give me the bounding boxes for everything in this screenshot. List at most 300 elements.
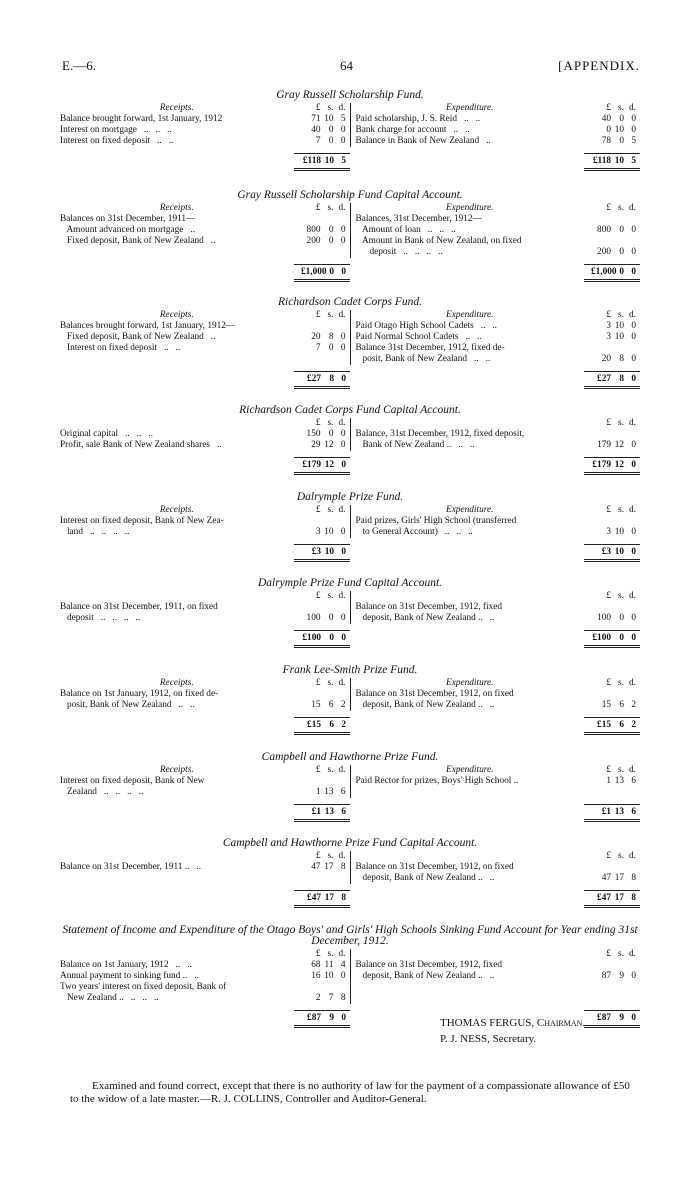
amount-s: 10 <box>324 114 334 124</box>
amount-p: 1 <box>606 776 611 786</box>
receipts-heading: Receipts. <box>159 765 194 775</box>
receipts-total <box>60 371 350 389</box>
ledger-description: Bank charge for account .. .. <box>355 125 470 135</box>
ledger-description: Amount advanced on mortgage .. <box>60 225 196 235</box>
amount-s: 10 <box>614 321 624 331</box>
amount <box>294 505 350 516</box>
amount-s: 10 <box>614 527 624 537</box>
amount-p: £ <box>606 765 611 775</box>
amount <box>584 264 640 282</box>
amount-p: £118 <box>302 156 321 166</box>
section-title: Gray Russell Scholarship Fund. <box>276 89 424 101</box>
amount <box>584 689 640 700</box>
amount-d: 0 <box>340 225 346 235</box>
expenditure-column <box>350 765 641 798</box>
amount-s: 0 <box>328 429 334 439</box>
amount-p: £179 <box>302 460 321 470</box>
ledger-description: posit, Bank of New Zealand .. .. <box>355 354 491 364</box>
expenditure-column <box>350 505 641 538</box>
expenditure-total <box>350 264 640 282</box>
amount <box>294 114 350 125</box>
amount-d: 0 <box>341 267 346 277</box>
expenditure-column <box>350 678 641 711</box>
amount <box>584 203 640 214</box>
account-section <box>60 838 640 908</box>
amount-d: 0 <box>340 136 346 146</box>
amount-s: 0 <box>619 613 624 623</box>
amount-s: s. <box>327 591 334 601</box>
amount-d: 0 <box>341 1013 346 1023</box>
ledger-row <box>351 776 641 787</box>
amount-d: 0 <box>341 633 346 643</box>
receipts-total <box>60 804 350 822</box>
amount <box>584 429 640 440</box>
ledger-row <box>351 343 641 354</box>
ledger-row <box>60 516 350 527</box>
amount <box>584 418 640 429</box>
ledger-row <box>351 214 641 225</box>
amount <box>294 982 350 993</box>
amount-d: d. <box>629 203 636 213</box>
ledger-description: Paid prizes, Girls' High School (transferred <box>355 516 517 526</box>
amount <box>584 776 640 787</box>
amount-d: 0 <box>631 1013 636 1023</box>
expenditure-column <box>350 949 641 1004</box>
ledger-row <box>351 225 641 236</box>
receipts-total <box>60 890 350 908</box>
amount-p: £100 <box>302 633 321 643</box>
amount <box>294 613 350 624</box>
amount-p: £47 <box>597 893 611 903</box>
amount-s: 8 <box>328 332 334 342</box>
amount-d: 0 <box>340 971 346 981</box>
appendix-label: [APPENDIX. <box>558 58 640 73</box>
receipts-column <box>60 203 350 258</box>
account-section <box>60 405 640 475</box>
receipts-heading: Receipts. <box>159 203 194 213</box>
amount-d: 8 <box>631 873 636 883</box>
amount-s: s. <box>618 103 624 113</box>
amount-s: s. <box>618 310 624 320</box>
amount <box>294 214 350 225</box>
amount-d: 0 <box>340 236 346 246</box>
amount-p: 20 <box>311 332 321 342</box>
receipts-column <box>60 505 350 538</box>
ledger-description: deposit .. .. .. .. <box>60 613 141 623</box>
ledger-description: Balance on 31st December, 1911 .. .. <box>60 862 202 872</box>
amount-d: 6 <box>631 776 636 786</box>
amount <box>584 717 640 735</box>
amount <box>294 516 350 527</box>
expenditure-total <box>350 457 640 475</box>
ledger-row <box>60 321 350 332</box>
amount-s: 17 <box>614 893 624 903</box>
amount-d: 0 <box>631 460 636 470</box>
amount-p: £1,000 <box>591 267 617 277</box>
amount <box>294 804 350 822</box>
amount <box>294 890 350 908</box>
amount-d: 2 <box>341 720 346 730</box>
amount-s: 13 <box>614 776 624 786</box>
ledger-description: Balance on 31st December, 1912, fixed <box>355 960 503 970</box>
ledger-description: deposit, Bank of New Zealand .. .. <box>355 971 495 981</box>
amount-p: £ <box>606 591 611 601</box>
amount-d: 0 <box>631 613 636 623</box>
amount <box>584 354 640 365</box>
ledger-row <box>351 125 641 136</box>
amount-p: £179 <box>592 460 611 470</box>
amount-s: s. <box>618 851 624 861</box>
amount <box>294 418 350 429</box>
ledger-description: Annual payment to sinking fund .. .. <box>60 971 199 981</box>
ledger-description: Interest on fixed deposit, Bank of New Zea- <box>60 516 224 526</box>
amount <box>294 332 350 343</box>
amount <box>294 776 350 787</box>
ledger-description: Balances, 31st December, 1912— <box>355 214 482 224</box>
amount-d: 5 <box>340 114 346 124</box>
account-section <box>60 925 640 1028</box>
amount-p: £ <box>606 949 611 959</box>
amount-p: £ <box>606 505 611 515</box>
ledger-row <box>351 440 641 451</box>
amount <box>294 787 350 798</box>
expenditure-heading: Expenditure. <box>446 103 494 113</box>
ledger-description: Interest on fixed deposit .. .. <box>60 136 174 146</box>
amount <box>584 873 640 884</box>
amount-s: 13 <box>614 807 624 817</box>
amount-s: 8 <box>619 354 624 364</box>
ledger-row <box>60 225 350 236</box>
ledger-description: deposit, Bank of New Zealand .. .. <box>355 613 495 623</box>
ledger-description: deposit .. .. .. .. <box>355 247 443 257</box>
ledger-row <box>351 236 641 247</box>
ledger-description: Fixed deposit, Bank of New Zealand .. <box>60 236 216 246</box>
amount-d: d. <box>338 418 346 428</box>
amount-p: £ <box>606 203 611 213</box>
amount-d: d. <box>338 203 346 213</box>
expenditure-heading: Expenditure. <box>446 310 494 320</box>
amount-d: 2 <box>631 720 636 730</box>
amount-d: 0 <box>631 321 636 331</box>
amount-d: 0 <box>340 429 346 439</box>
amount-d: d. <box>629 678 636 688</box>
amount-p: £ <box>315 851 321 861</box>
amount-p: 71 <box>311 114 321 124</box>
amount <box>584 613 640 624</box>
amount-p: £3 <box>311 547 321 557</box>
amount <box>584 103 640 114</box>
amount-p: £1 <box>311 807 321 817</box>
ledger-row <box>60 982 350 993</box>
ledger-row <box>60 440 350 451</box>
section-title: Gray Russell Scholarship Fund Capital Account. <box>237 189 463 201</box>
audit-note: Examined and found correct, except that there is no authority of law for the payment of a compassionate allowance of £50 to the widow of a late master.—R. J. COLLINS, Controller and Auditor-General. <box>70 1080 630 1105</box>
amount-p: 200 <box>306 236 321 246</box>
amount-p: 3 <box>315 527 321 537</box>
amount-s: 6 <box>328 700 334 710</box>
amount-d: d. <box>629 505 636 515</box>
amount-s: 9 <box>619 1013 624 1023</box>
expenditure-total <box>350 153 640 171</box>
receipts-total <box>60 544 350 562</box>
amount <box>294 765 350 776</box>
amount-s: 0 <box>328 236 334 246</box>
receipts-heading <box>60 591 294 602</box>
amount <box>584 440 640 451</box>
amount <box>584 153 640 171</box>
amount-p: 2 <box>315 993 321 1003</box>
ledger-row <box>351 971 641 982</box>
ledger-description: Bank of New Zealand .. .. .. <box>355 440 475 450</box>
receipts-column <box>60 851 350 884</box>
amount-s: 0 <box>328 613 334 623</box>
ledger-row <box>60 700 350 711</box>
amount <box>584 630 640 648</box>
amount-p: £ <box>606 418 611 428</box>
amount-d: 6 <box>340 787 346 797</box>
expenditure-heading: Expenditure. <box>446 678 494 688</box>
amount-p: 47 <box>311 862 321 872</box>
section-title: Richardson Cadet Corps Fund Capital Account. <box>239 404 461 416</box>
amount <box>584 544 640 562</box>
amount-p: £ <box>315 678 321 688</box>
ledger-row <box>351 516 641 527</box>
amount <box>584 960 640 971</box>
ledger-row <box>351 332 641 343</box>
amount-s: s. <box>327 678 334 688</box>
amount <box>294 103 350 114</box>
expenditure-total <box>350 890 640 908</box>
amount-d: d. <box>338 591 346 601</box>
amount-p: £ <box>315 203 321 213</box>
amount <box>294 862 350 873</box>
amount <box>294 851 350 862</box>
amount <box>584 247 640 258</box>
ledger-description: deposit, Bank of New Zealand .. .. <box>355 873 495 883</box>
amount-p: 800 <box>306 225 321 235</box>
amount-s: 0 <box>329 267 334 277</box>
amount-d: d. <box>338 678 346 688</box>
amount <box>584 765 640 776</box>
amount-p: 150 <box>306 429 321 439</box>
ledger-description: posit, Bank of New Zealand .. .. <box>60 700 195 710</box>
amount-d: 0 <box>631 971 636 981</box>
ledger-row <box>351 862 641 873</box>
amount-p: 47 <box>601 873 611 883</box>
amount-d: d. <box>338 765 346 775</box>
expenditure-heading: Expenditure. <box>446 505 494 515</box>
page-ref: E.—6. <box>62 58 96 73</box>
amount-d: d. <box>629 310 636 320</box>
amount-p: 800 <box>597 225 611 235</box>
receipts-total <box>60 630 350 648</box>
amount-p: 78 <box>601 136 611 146</box>
expenditure-column <box>350 418 641 451</box>
ledger-description: Interest on mortgage .. .. .. <box>60 125 172 135</box>
amount-p: £1,000 <box>301 267 327 277</box>
amount-d: 0 <box>631 332 636 342</box>
amount-p: £ <box>315 103 321 113</box>
expenditure-total <box>350 804 640 822</box>
amount-s: 7 <box>328 993 334 1003</box>
receipts-total <box>60 153 350 171</box>
amount <box>584 971 640 982</box>
ledger-description: Balance on 31st December, 1912, fixed <box>355 602 503 612</box>
amount-s: 0 <box>619 633 624 643</box>
ledger-description: Zealand .. .. .. .. <box>60 787 144 797</box>
amount-s: 10 <box>614 156 624 166</box>
expenditure-column <box>350 310 641 365</box>
amount-s: 0 <box>619 136 624 146</box>
ledger-row <box>351 247 641 258</box>
amount-d: 0 <box>631 440 636 450</box>
amount-d: 0 <box>631 547 636 557</box>
amount-s: 0 <box>619 247 624 257</box>
expenditure-heading: Expenditure. <box>446 765 494 775</box>
amount-s: 8 <box>329 374 334 384</box>
ledger-row <box>351 613 641 624</box>
amount-d: d. <box>629 418 636 428</box>
amount <box>584 310 640 321</box>
amount <box>584 371 640 389</box>
receipts-heading: Receipts. <box>159 678 194 688</box>
amount <box>584 591 640 602</box>
amount-s: 12 <box>614 460 624 470</box>
amount-p: £87 <box>597 1013 611 1023</box>
amount-p: 200 <box>597 247 611 257</box>
section-title: Campbell and Hawthorne Prize Fund. <box>261 751 439 763</box>
signature-chairman: THOMAS FERGUS, Chairman. <box>440 1017 586 1029</box>
receipts-total <box>60 264 350 282</box>
ledger-description: Paid Rector for prizes, Boys' High School .. <box>355 776 519 786</box>
amount <box>584 949 640 960</box>
amount-s: 10 <box>324 547 334 557</box>
amount-s: 10 <box>614 332 624 342</box>
amount-p: £ <box>606 310 611 320</box>
ledger-row <box>351 429 641 440</box>
ledger-row <box>351 527 641 538</box>
amount-s: 10 <box>614 125 624 135</box>
amount <box>294 153 350 171</box>
amount-d: 0 <box>341 374 346 384</box>
amount <box>294 225 350 236</box>
amount-d: d. <box>338 310 346 320</box>
amount <box>294 678 350 689</box>
receipts-column <box>60 591 350 624</box>
amount-s: s. <box>618 418 624 428</box>
amount-p: 3 <box>606 321 611 331</box>
amount-d: d. <box>629 591 636 601</box>
amount <box>584 505 640 516</box>
ledger-description: Amount of loan .. .. .. <box>355 225 456 235</box>
amount-s: s. <box>327 765 334 775</box>
amount-p: £ <box>315 765 321 775</box>
amount <box>294 136 350 147</box>
amount-d: 0 <box>631 527 636 537</box>
amount <box>294 591 350 602</box>
amount <box>584 321 640 332</box>
amount-d: d. <box>629 949 636 959</box>
ledger-description: Balance 31st December, 1912, fixed de- <box>355 343 505 353</box>
account-section <box>60 492 640 562</box>
amount-s: 6 <box>619 700 624 710</box>
ledger-row <box>351 602 641 613</box>
amount-s: 0 <box>328 343 334 353</box>
amount-d: 8 <box>631 893 636 903</box>
amount-s: 0 <box>329 633 334 643</box>
amount-p: 15 <box>311 700 321 710</box>
amount <box>584 125 640 136</box>
expenditure-column <box>350 851 641 884</box>
section-title: Dalrymple Prize Fund Capital Account. <box>257 577 443 589</box>
receipts-column <box>60 949 350 1004</box>
ledger-row <box>60 236 350 247</box>
receipts-column <box>60 678 350 711</box>
amount-d: 2 <box>340 700 346 710</box>
amount-d: 0 <box>631 225 636 235</box>
amount-p: £27 <box>307 374 321 384</box>
amount-p: £ <box>315 949 321 959</box>
receipts-total <box>60 1010 350 1028</box>
amount <box>294 125 350 136</box>
amount-s: s. <box>618 505 624 515</box>
amount-p: £15 <box>597 720 611 730</box>
amount <box>584 225 640 236</box>
amount <box>584 851 640 862</box>
amount-s: s. <box>618 203 624 213</box>
account-section <box>60 90 640 171</box>
ledger-row <box>60 214 350 225</box>
ledger-description: Balance on 31st December, 1911, on fixed <box>60 602 218 612</box>
amount-d: 8 <box>341 893 346 903</box>
amount <box>294 630 350 648</box>
amount <box>584 890 640 908</box>
ledger-row <box>351 873 641 884</box>
amount-s: s. <box>618 949 624 959</box>
amount <box>294 321 350 332</box>
amount-p: £ <box>315 310 321 320</box>
receipts-heading: Receipts. <box>159 103 194 113</box>
amount-d: 0 <box>340 343 346 353</box>
amount-d: d. <box>338 103 346 113</box>
ledger-description: Interest on fixed deposit .. .. <box>60 343 181 353</box>
amount-p: 68 <box>311 960 321 970</box>
ledger-row <box>60 429 350 440</box>
ledger-row <box>60 332 350 343</box>
amount-d: d. <box>629 103 636 113</box>
ledger-row <box>60 602 350 613</box>
section-title: Frank Lee-Smith Prize Fund. <box>282 664 418 676</box>
ledger-description: Original capital .. .. .. <box>60 429 153 439</box>
ledger-row <box>60 787 350 798</box>
amount-d: 0 <box>340 527 346 537</box>
section-title: Statement of Income and Expenditure of the Otago Boys' and Girls' High Schools Sinking Fund Account for Year ending 31st December, 1912. <box>62 924 638 947</box>
amount-d: 8 <box>340 993 346 1003</box>
amount-s: s. <box>327 949 334 959</box>
ledger-row <box>351 114 641 125</box>
receipts-column <box>60 418 350 451</box>
ledger-description: Balances on 31st December, 1911— <box>60 214 196 224</box>
amount <box>294 203 350 214</box>
amount-d: 0 <box>631 267 636 277</box>
amount-s: 10 <box>324 971 334 981</box>
amount-d: 0 <box>631 374 636 384</box>
amount <box>584 700 640 711</box>
expenditure-total <box>350 371 640 389</box>
account-section <box>60 190 640 282</box>
amount-s: 0 <box>328 136 334 146</box>
amount <box>294 310 350 321</box>
